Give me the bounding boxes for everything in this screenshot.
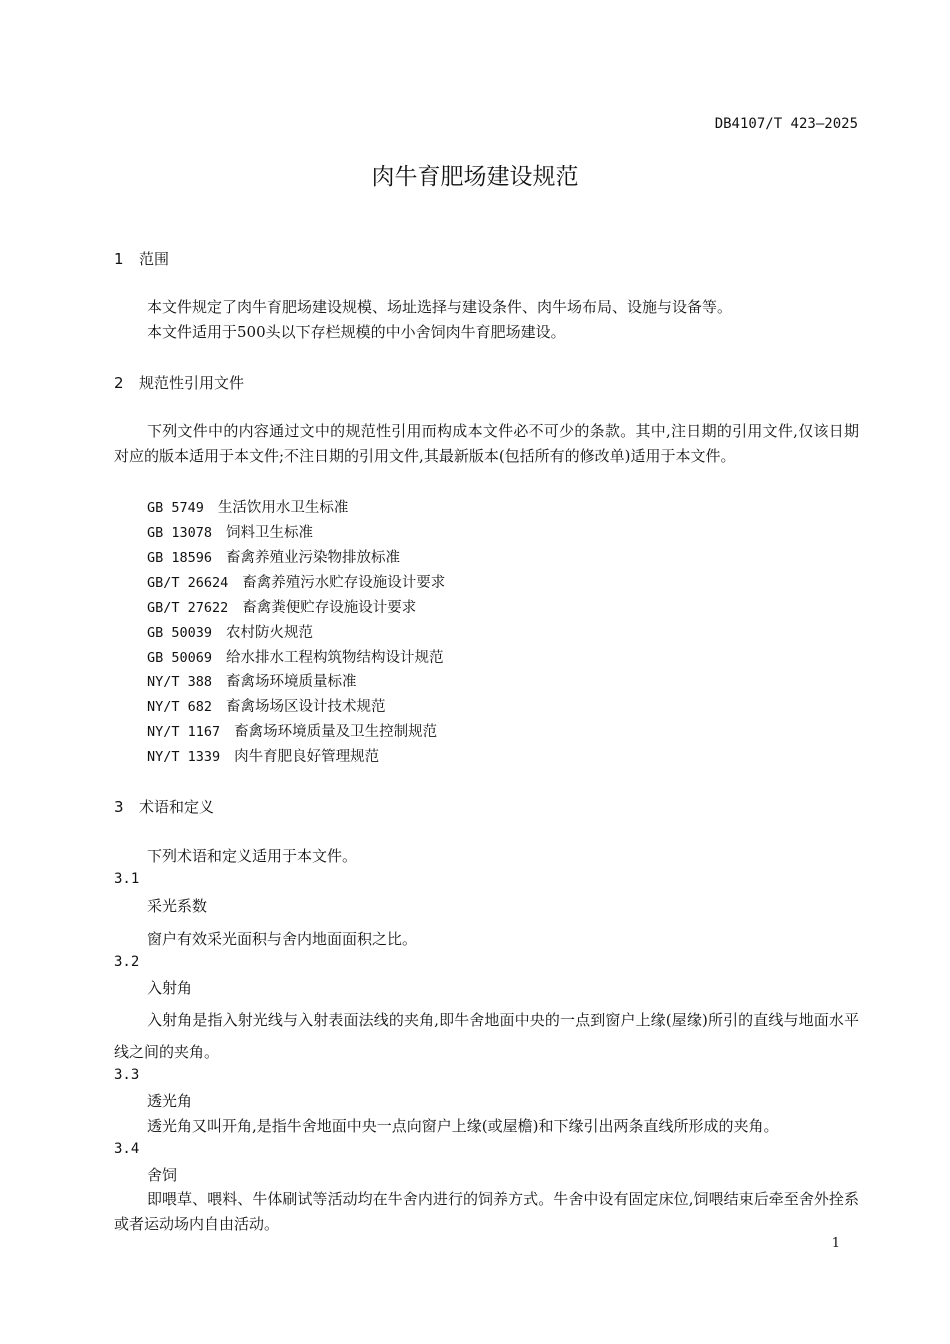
document-number: DB4107/T 423—2025 <box>714 116 858 132</box>
term-number: 3.1 <box>114 871 140 887</box>
section-title: 术语和定义 <box>139 798 215 816</box>
reference-name: 畜禽场环境质量标准 <box>226 674 357 690</box>
reference-code: GB 50039 <box>147 625 213 641</box>
reference-item <box>147 720 437 741</box>
paragraph: 下列文件中的内容通过文中的规范性引用而构成本文件必不可少的条款。其中,注日期的引用文件,仅该日期对应的版本适用于本文件;不注日期的引用文件,其最新版本(包括所有的修改单)适用于本文件。 <box>114 422 859 465</box>
paragraph: 下列术语和定义适用于本文件。 <box>147 847 358 865</box>
term-definition: 入射角是指入射光线与入射表面法线的夹角,即牛舍地面中央的一点到窗户上缘(屋缘)所引的直线与地面水平线之间的夹角。 <box>114 1011 859 1061</box>
section-number: 2 <box>114 374 124 392</box>
page-title: 肉牛育肥场建设规范 <box>371 164 579 190</box>
reference-code: NY/T 1167 <box>147 724 221 740</box>
term-number: 3.2 <box>114 954 140 970</box>
section-heading-2 <box>114 372 244 393</box>
term-definition: 透光角又叫开角,是指牛舍地面中央一点向窗户上缘(或屋檐)和下缘引出两条直线所形成的夹角。 <box>147 1117 779 1135</box>
reference-item <box>147 695 386 716</box>
reference-item <box>147 621 313 642</box>
section-title: 范围 <box>139 250 170 268</box>
reference-name: 畜禽养殖业污染物排放标准 <box>226 550 401 566</box>
paragraph: 本文件规定了肉牛育肥场建设规模、场址选择与建设条件、肉牛场布局、设施与设备等。 <box>147 298 733 316</box>
reference-name: 饲料卫生标准 <box>226 525 314 541</box>
reference-code: GB 13078 <box>147 525 213 541</box>
reference-item <box>147 521 313 542</box>
reference-name: 肉牛育肥良好管理规范 <box>234 749 380 765</box>
reference-name: 畜禽场场区设计技术规范 <box>226 699 386 715</box>
reference-name: 畜禽粪便贮存设施设计要求 <box>242 600 417 616</box>
reference-item <box>147 496 348 517</box>
term-name: 采光系数 <box>147 897 208 915</box>
reference-item <box>147 646 444 667</box>
term-definition: 窗户有效采光面积与舍内地面面积之比。 <box>147 930 418 948</box>
term-number: 3.4 <box>114 1141 140 1157</box>
reference-code: GB 50069 <box>147 650 213 666</box>
term-name: 透光角 <box>147 1092 193 1110</box>
section-heading-3 <box>114 796 214 817</box>
reference-code: NY/T 682 <box>147 699 213 715</box>
reference-code: NY/T 1339 <box>147 749 221 765</box>
reference-code: GB 5749 <box>147 500 204 516</box>
reference-item <box>147 670 357 691</box>
term-name: 入射角 <box>147 979 193 997</box>
term-definition: 即喂草、喂料、牛体刷试等活动均在牛舍内进行的饲养方式。牛舍中设有固定床位,饲喂结束后牵至舍外拴系或者运动场内自由活动。 <box>114 1190 859 1233</box>
section-heading-1 <box>114 248 169 269</box>
reference-item <box>147 571 445 592</box>
reference-name: 畜禽场环境质量及卫生控制规范 <box>234 724 438 740</box>
reference-code: GB/T 27622 <box>147 600 229 616</box>
reference-item <box>147 546 400 567</box>
reference-item <box>147 745 379 766</box>
reference-name: 农村防火规范 <box>226 625 314 641</box>
section-title: 规范性引用文件 <box>139 374 245 392</box>
page-number: 1 <box>831 1236 840 1251</box>
reference-name: 生活饮用水卫生标准 <box>217 500 349 516</box>
term-number: 3.3 <box>114 1067 140 1083</box>
reference-name: 给水排水工程构筑物结构设计规范 <box>226 650 444 666</box>
reference-code: GB/T 26624 <box>147 575 229 591</box>
section-number: 3 <box>114 798 124 816</box>
reference-name: 畜禽养殖污水贮存设施设计要求 <box>242 575 446 591</box>
reference-code: NY/T 388 <box>147 674 213 690</box>
reference-code: GB 18596 <box>147 550 213 566</box>
term-name: 舍饲 <box>147 1166 178 1184</box>
reference-item <box>147 596 416 617</box>
paragraph: 本文件适用于500头以下存栏规模的中小舍饲肉牛育肥场建设。 <box>147 323 566 341</box>
section-number: 1 <box>114 250 124 268</box>
